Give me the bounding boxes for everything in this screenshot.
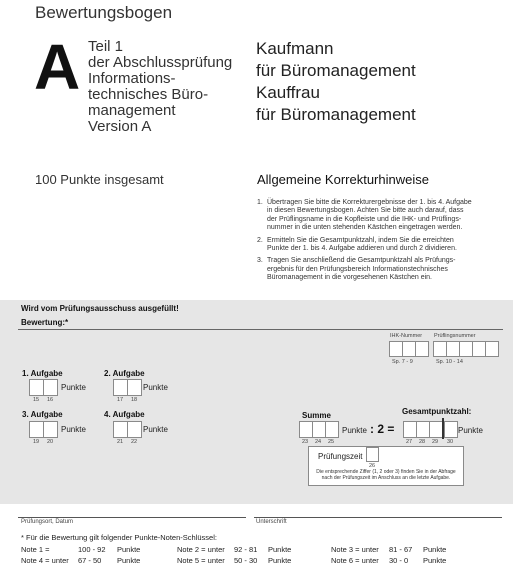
ihk-digit-box[interactable] bbox=[415, 341, 429, 357]
korrektur-title: Allgemeine Korrekturhinweise bbox=[257, 172, 429, 187]
task-3-digit-box[interactable] bbox=[43, 421, 58, 438]
subject-line: Teil 1 bbox=[88, 38, 124, 55]
column-number: 23 bbox=[302, 439, 309, 445]
column-number: 27 bbox=[406, 439, 413, 445]
profession-title bbox=[256, 38, 416, 126]
item-line: in diesen Bewertungsbogen. Achten Sie bitte auch darauf, dass bbox=[267, 207, 464, 215]
item-line: nummer in die unten stehenden Kästchen eingetragen werden. bbox=[267, 224, 463, 232]
grade-cell: Note 1 = bbox=[21, 545, 50, 554]
note-line: nach der Prüfungszeit im Anschluss an die letzte Aufgabe. bbox=[321, 475, 451, 481]
grade-cell: Note 2 = unter bbox=[177, 545, 225, 554]
grading-key-title: * Für die Bewertung gilt folgender Punkte-Noten-Schlüssel: bbox=[21, 533, 217, 542]
grade-unit: Punkte bbox=[268, 545, 292, 554]
task-3-label: 3. Aufgabe bbox=[22, 410, 63, 419]
profession-line: Kauffrau bbox=[256, 83, 320, 102]
grading-key-table bbox=[21, 545, 501, 567]
gesamt-digit-box[interactable] bbox=[403, 421, 417, 438]
unterschrift-label: Unterschrift bbox=[256, 519, 287, 525]
pruefungszeit-digit-box[interactable] bbox=[366, 447, 379, 462]
divider bbox=[18, 329, 503, 330]
item-line: der Prüflingsname in die Kopfleiste und die IHK- und Prüflings- bbox=[267, 215, 462, 223]
task-4-digit-box[interactable] bbox=[127, 421, 142, 438]
korrektur-list bbox=[257, 199, 507, 287]
note-line: Die entsprechende Ziffer (1, 2 oder 3) finden Sie in der Abfrage bbox=[316, 469, 456, 475]
gesamt-digit-box[interactable] bbox=[416, 421, 430, 438]
column-number: 28 bbox=[419, 439, 426, 445]
grade-unit: Punkte bbox=[423, 556, 447, 565]
grade-unit: Punkte bbox=[117, 545, 141, 554]
korrektur-item bbox=[257, 237, 507, 254]
subject-line: Informations- bbox=[88, 70, 176, 87]
task-2-points-label: Punkte bbox=[143, 383, 168, 392]
item-line: ergebnis für den Prüfungsbereich Informationstechnisches bbox=[267, 265, 448, 273]
exam-subject bbox=[88, 39, 232, 135]
item-line: Büromanagement in die vorgesehenen Kästchen ein. bbox=[267, 274, 432, 282]
task-4-label: 4. Aufgabe bbox=[104, 410, 145, 419]
korrektur-item bbox=[257, 257, 507, 282]
unterschrift-line bbox=[254, 517, 502, 518]
task-4-digit-box[interactable] bbox=[113, 421, 128, 438]
pruefling-digit-box[interactable] bbox=[459, 341, 473, 357]
ort-datum-label: Prüfungsort, Datum bbox=[21, 519, 74, 525]
subject-line: management bbox=[88, 102, 176, 119]
item-line: Punkte der 1. bis 4. Aufgabe addieren und durch 2 dividieren. bbox=[267, 245, 457, 253]
task-2-digit-box[interactable] bbox=[113, 379, 128, 396]
column-number: 24 bbox=[315, 439, 322, 445]
task-1-digit-box[interactable] bbox=[43, 379, 58, 396]
grade-cell: Note 5 = unter bbox=[177, 556, 225, 565]
column-number: 16 bbox=[47, 397, 54, 403]
pruefling-columns: Sp. 10 - 14 bbox=[436, 359, 463, 365]
gesamt-digit-box[interactable] bbox=[429, 421, 443, 438]
grade-range: 30 - 0 bbox=[389, 556, 409, 565]
column-number: 26 bbox=[369, 463, 376, 469]
summe-points-label: Punkte bbox=[342, 426, 367, 435]
gesamt-points-label: Punkte bbox=[458, 426, 483, 435]
subject-line: Version A bbox=[88, 118, 152, 135]
column-number: 20 bbox=[47, 439, 54, 445]
subject-line: der Abschlussprüfung bbox=[88, 54, 233, 71]
pruefungszeit-note bbox=[309, 469, 463, 481]
item-number: 3. bbox=[257, 257, 263, 265]
column-number: 15 bbox=[33, 397, 40, 403]
grade-range: 50 - 30 bbox=[234, 556, 258, 565]
profession-line: für Büromanagement bbox=[256, 105, 416, 124]
grade-unit: Punkte bbox=[117, 556, 141, 565]
gesamt-decimal-box[interactable] bbox=[444, 421, 458, 438]
pruefling-digit-box[interactable] bbox=[446, 341, 460, 357]
committee-note: Wird vom Prüfungsausschuss ausgefüllt! bbox=[21, 304, 179, 313]
profession-line: Kaufmann bbox=[256, 39, 334, 58]
grade-range: 92 - 81 bbox=[234, 545, 258, 554]
item-line: Ermitteln Sie die Gesamtpunktzahl, indem Sie die erreichten bbox=[267, 236, 454, 244]
grade-unit: Punkte bbox=[423, 545, 447, 554]
column-number: 29 bbox=[432, 439, 439, 445]
korrektur-item bbox=[257, 199, 507, 233]
bewertung-label: Bewertung:* bbox=[21, 318, 69, 327]
task-2-digit-box[interactable] bbox=[127, 379, 142, 396]
pruefling-label: Prüflingsnummer bbox=[434, 333, 476, 339]
item-line: Übertragen Sie bitte die Korrekturergebnisse der 1. bis 4. Aufgabe bbox=[267, 199, 472, 206]
total-points: 100 Punkte insgesamt bbox=[35, 172, 164, 187]
version-letter: A bbox=[34, 31, 81, 103]
ihk-digit-box[interactable] bbox=[389, 341, 403, 357]
column-number: 18 bbox=[131, 397, 138, 403]
task-1-points-label: Punkte bbox=[61, 383, 86, 392]
task-2-label: 2. Aufgabe bbox=[104, 369, 145, 378]
ihk-label: IHK-Nummer bbox=[390, 333, 423, 339]
column-number: 30 bbox=[447, 439, 454, 445]
page-title: Bewertungsbogen bbox=[35, 3, 173, 22]
pruefling-digit-box[interactable] bbox=[485, 341, 499, 357]
task-3-digit-box[interactable] bbox=[29, 421, 44, 438]
divide-by-two: : 2 = bbox=[370, 422, 395, 436]
item-number: 1. bbox=[257, 199, 263, 206]
ihk-digit-box[interactable] bbox=[402, 341, 416, 357]
ort-datum-line bbox=[18, 517, 246, 518]
item-line: Tragen Sie anschließend die Gesamtpunktzahl als Prüfungs- bbox=[267, 257, 456, 265]
subject-line: technisches Büro- bbox=[88, 86, 209, 103]
ihk-columns: Sp. 7 - 9 bbox=[392, 359, 413, 365]
profession-line: für Büromanagement bbox=[256, 61, 416, 80]
summe-digit-box[interactable] bbox=[325, 421, 339, 438]
task-3-points-label: Punkte bbox=[61, 425, 86, 434]
pruefling-digit-box[interactable] bbox=[433, 341, 447, 357]
column-number: 19 bbox=[33, 439, 40, 445]
grade-range: 81 - 67 bbox=[389, 545, 413, 554]
column-number: 17 bbox=[117, 397, 124, 403]
column-number: 21 bbox=[117, 439, 124, 445]
grade-range: 67 - 50 bbox=[78, 556, 102, 565]
task-1-label: 1. Aufgabe bbox=[22, 369, 63, 378]
grade-cell: Note 3 = unter bbox=[331, 545, 379, 554]
pruefling-digit-box[interactable] bbox=[472, 341, 486, 357]
item-number: 2. bbox=[257, 236, 263, 244]
column-number: 22 bbox=[131, 439, 138, 445]
pruefungszeit-label: Prüfungszeit bbox=[318, 452, 363, 461]
summe-digit-box[interactable] bbox=[299, 421, 313, 438]
summe-digit-box[interactable] bbox=[312, 421, 326, 438]
grade-unit: Punkte bbox=[268, 556, 292, 565]
task-1-digit-box[interactable] bbox=[29, 379, 44, 396]
grade-cell: Note 6 = unter bbox=[331, 556, 379, 565]
grade-cell: Note 4 = unter bbox=[21, 556, 69, 565]
gesamt-label: Gesamtpunktzahl: bbox=[402, 407, 472, 416]
column-number: 25 bbox=[328, 439, 335, 445]
summe-label: Summe bbox=[302, 411, 331, 420]
grade-range: 100 - 92 bbox=[78, 545, 106, 554]
task-4-points-label: Punkte bbox=[143, 425, 168, 434]
